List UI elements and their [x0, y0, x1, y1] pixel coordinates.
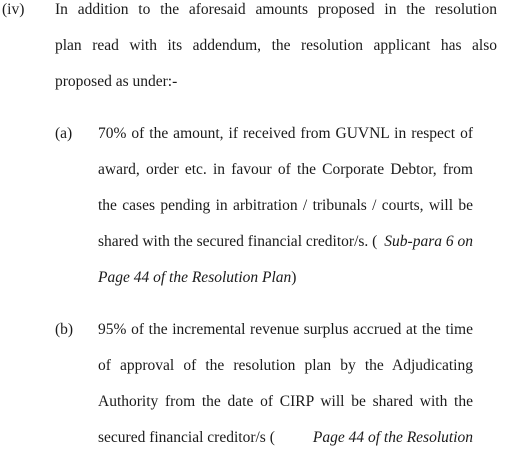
item-a-line-4-text: shared with the secured financial creditor/s. ( [98, 233, 378, 250]
clause-iv-marker: (iv) [2, 1, 25, 18]
item-a-closing-paren: ) [291, 269, 297, 286]
item-a-line-2: award, order etc. in favour of the Corporate Debtor, from [98, 161, 473, 178]
clause-iv-line-3: proposed as under:- [55, 73, 178, 90]
item-a-line-4 [98, 233, 473, 251]
item-a-line-5 [98, 269, 296, 287]
item-b-line-4 [98, 429, 473, 447]
item-a-reference-start: Sub-para 6 on [384, 233, 473, 250]
item-b-reference-start: Page 44 of the Resolution [312, 429, 473, 446]
item-b-line-4-text: secured financial creditor/s ( [98, 429, 275, 446]
item-a-line-3: the cases pending in arbitration / tribunals / courts, will be [98, 197, 473, 214]
item-b-line-3: Authority from the date of CIRP will be shared with the [98, 393, 473, 410]
item-b-line-2: of approval of the resolution plan by the Adjudicating [98, 357, 473, 374]
clause-iv-line-1: In addition to the aforesaid amounts proposed in the resolution [55, 1, 497, 18]
item-a-marker: (a) [55, 125, 73, 142]
item-a-line-1: 70% of the amount, if received from GUVNL in respect of [98, 125, 473, 142]
item-b-line-1: 95% of the incremental revenue surplus accrued at the time [98, 321, 473, 338]
item-a-reference-end: Page 44 of the Resolution Plan [98, 269, 292, 286]
item-b-marker: (b) [55, 321, 74, 338]
clause-iv-line-2: plan read with its addendum, the resolution applicant has also [55, 37, 497, 54]
